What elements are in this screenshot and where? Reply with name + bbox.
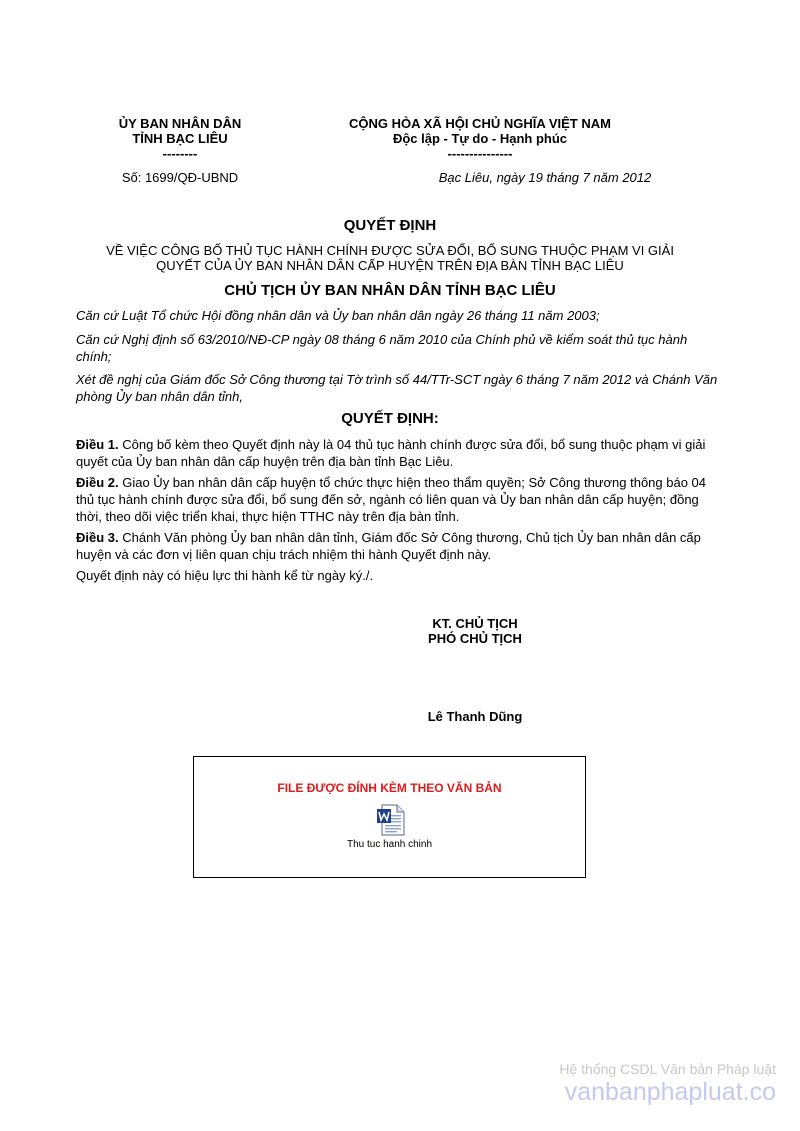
article-2 [76, 474, 726, 525]
national-rule: --------------- [447, 146, 513, 161]
document-subject-line2: QUYẾT CỦA ỦY BAN NHÂN DÂN CẤP HUYỆN TRÊN ĐỊA BÀN TỈNH BẠC LIÊU [156, 258, 624, 273]
word-document-icon[interactable] [375, 804, 407, 836]
article-1-text: Công bố kèm theo Quyết định này là 04 thủ tục hành chính được sửa đổi, bổ sung thuộc phạm vi giải quyết của Ủy ban nhân dân cấp huyện trên địa bàn tỉnh Bạc Liêu. [76, 437, 706, 469]
national-motto: Độc lập - Tự do - Hạnh phúc [392, 131, 568, 146]
legal-basis-2: Căn cứ Nghị định số 63/2010/NĐ-CP ngày 08 tháng 6 năm 2010 của Chính phủ về kiểm soát thủ tục hành chính; [76, 332, 688, 364]
article-3-label: Điều 3. [76, 530, 119, 545]
national-title: CỘNG HÒA XÃ HỘI CHỦ NGHĨA VIỆT NAM [349, 116, 611, 131]
article-2-text: Giao Ủy ban nhân dân cấp huyện tổ chức thực hiện theo thẩm quyền; Sở Công thương thông báo 04 thủ tục hành chính được sửa đổi, bổ sung đến sở, ngành có liên quan và Ủy ban nhân dân cấp huyện; đồng thời, theo dõi việc triển khai, thực hiện TTHC này trên địa bàn tỉnh. [76, 475, 707, 524]
issuing-authority: CHỦ TỊCH ỦY BAN NHÂN DÂN TỈNH BẠC LIÊU [224, 282, 556, 299]
document-date: Bạc Liêu, ngày 19 tháng 7 năm 2012 [438, 170, 652, 185]
legal-basis-1: Căn cứ Luật Tổ chức Hội đồng nhân dân và Ủy ban nhân dân ngày 26 tháng 11 năm 2003; [76, 308, 600, 323]
watermark-line1: Hệ thống CSDL Văn bản Pháp luật [559, 1061, 776, 1077]
article-3-text: Chánh Văn phòng Ủy ban nhân dân tỉnh, Giám đốc Sở Công thương, Chủ tịch Ủy ban nhân dân cấp huyện và các đơn vị liên quan chịu trách nhiệm thi hành Quyết định này. [76, 530, 701, 562]
article-1 [76, 436, 726, 470]
signature-title-2: PHÓ CHỦ TỊCH [428, 631, 522, 646]
attachment-title: FILE ĐƯỢC ĐÍNH KÈM THEO VĂN BẢN [277, 781, 502, 795]
document-subject-line1: VỀ VIỆC CÔNG BỐ THỦ TỤC HÀNH CHÍNH ĐƯỢC SỬA ĐỔI, BỔ SUNG THUỘC PHẠM VI GIẢI [106, 243, 674, 258]
document-title: QUYẾT ĐỊNH [343, 217, 437, 234]
effective-clause: Quyết định này có hiệu lực thi hành kể từ ngày ký./. [76, 568, 374, 583]
article-2-label: Điều 2. [76, 475, 119, 490]
article-1-label: Điều 1. [76, 437, 119, 452]
signer-name: Lê Thanh Dũng [427, 709, 523, 724]
document-number: Số: 1699/QĐ-UBND [121, 170, 239, 185]
issuer-province: TỈNH BẠC LIÊU [132, 131, 228, 146]
signature-title-1: KT. CHỦ TỊCH [432, 616, 518, 631]
article-3 [76, 529, 726, 563]
attachment-file-name[interactable]: Thu tuc hanh chinh [346, 839, 433, 850]
issuer-rule: -------- [162, 146, 198, 161]
decision-heading: QUYẾT ĐỊNH: [341, 410, 439, 427]
watermark-line2: vanbanphapluat.co [564, 1078, 776, 1106]
issuer-name: ỦY BAN NHÂN DÂN [118, 116, 242, 131]
attachment-box [193, 756, 586, 878]
legal-basis-3: Xét đề nghị của Giám đốc Sở Công thương tại Tờ trình số 44/TTr-SCT ngày 6 tháng 7 năm 2012 và Chánh Văn phòng Ủy ban nhân dân tỉnh, [76, 372, 718, 404]
